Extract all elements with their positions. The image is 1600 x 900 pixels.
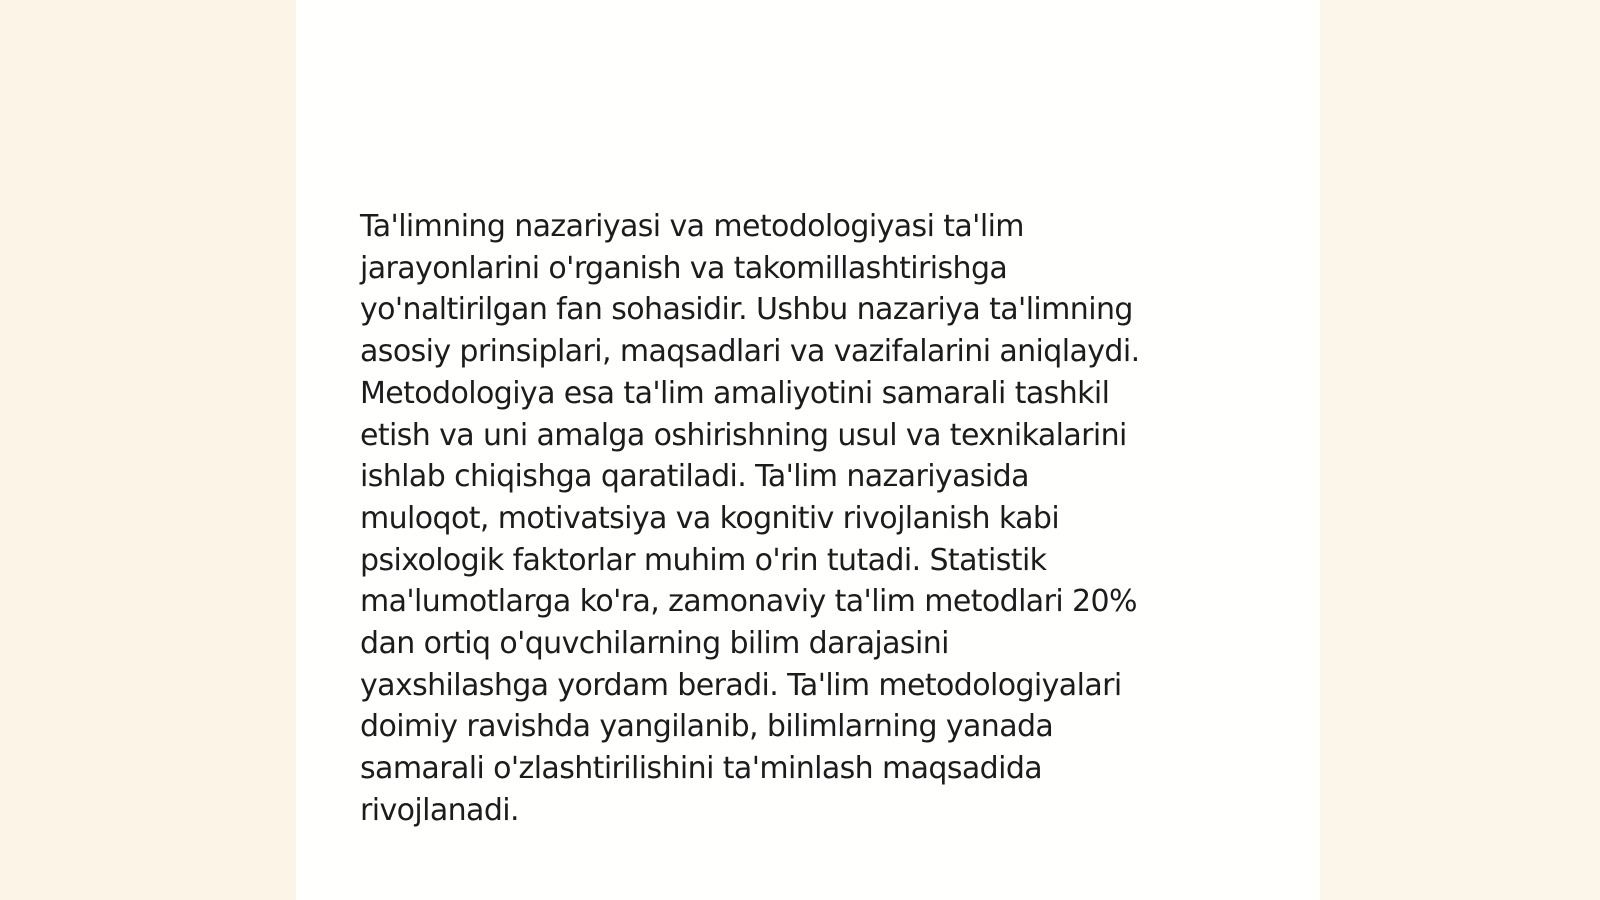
right-margin-background <box>1320 0 1600 900</box>
slide-page <box>296 0 1320 900</box>
left-margin-background <box>0 0 296 900</box>
body-paragraph: Ta'limning nazariyasi va metodologiyasi ta'lim jarayonlarini o'rganish va takomillashtirishga yo'naltirilgan fan sohasidir. Ushbu nazariya ta'limning asosiy prinsiplari, maqsadlari va vazifalarini aniqlaydi. Metodologiya esa ta'lim amaliyotini samarali tashkil etish va uni amalga oshirishning usul va texnikalarini ishlab chiqishga qaratiladi. Ta'lim nazariyasida muloqot, motivatsiya va kognitiv rivojlanish kabi psixologik faktorlar muhim o'rin tutadi. Statistik ma'lumotlarga ko'ra, zamonaviy ta'lim metodlari 20% dan ortiq o'quvchilarning bilim darajasini yaxshilashga yordam beradi. Ta'lim metodologiyalari doimiy ravishda yangilanib, bilimlarning yanada samarali o'zlashtirilishini ta'minlash maqsadida rivojlanadi. <box>360 209 1140 828</box>
